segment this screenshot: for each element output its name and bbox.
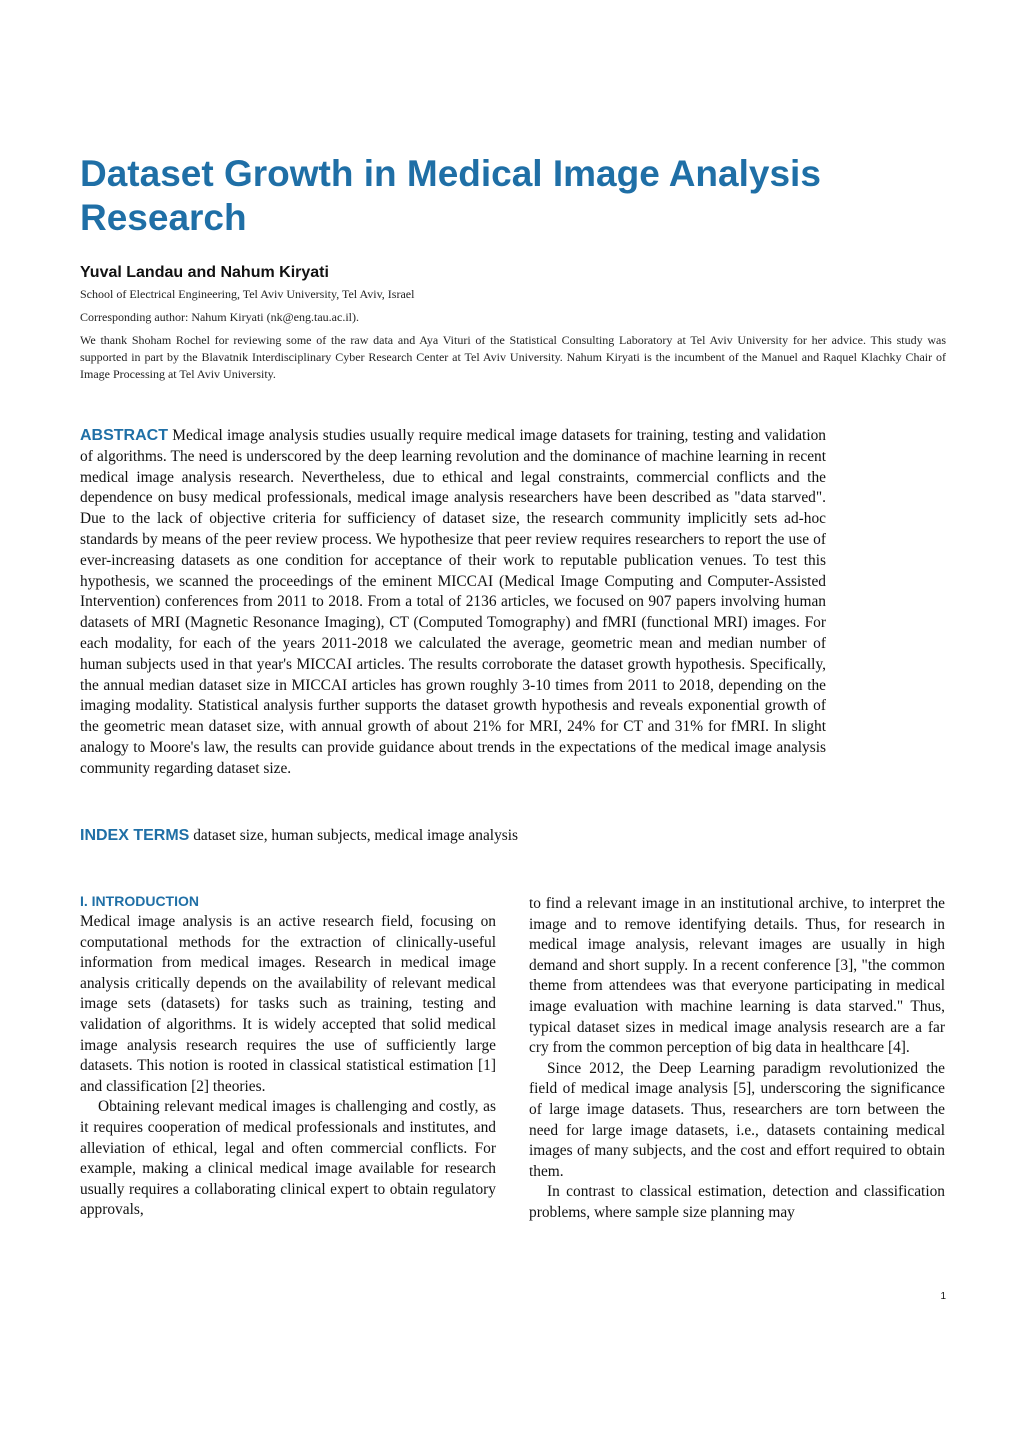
paragraph: Since 2012, the Deep Learning paradigm revolutionized the field of medical image analysis [5], underscoring the significance of large image datasets. Thus, researchers are torn between the need for large image datasets, i.e., datasets containing medical images of many subjects, and the cost and effort required to obtain them.	[529, 1059, 945, 1180]
acknowledgement: We thank Shoham Rochel for reviewing some of the raw data and Aya Vituri of the Statistical Consulting Laboratory at Tel Aviv University for her advice. This study was supported in part by the Blavatnik Interdisciplinary Cyber Research Center at Tel Aviv University. Nahum Kiryati is the incumbent of the Manuel and Raquel Klachky Chair of Image Processing at Tel Aviv University.	[80, 333, 946, 381]
abstract-label: ABSTRACT	[80, 427, 168, 444]
paragraph: In contrast to classical estimation, detection and classification problems, where sample size planning may	[529, 1183, 945, 1221]
paragraph: Obtaining relevant medical images is challenging and costly, as it requires cooperation of medical professionals and institutes, and alleviation of ethical, legal and often commercial conflicts. For example, making a clinical medical image available for research usually requires a collaborating clinical expert to obtain regulatory approvals,	[80, 1098, 496, 1219]
index-terms-label: INDEX TERMS	[80, 827, 190, 844]
abstract-text: Medical image analysis studies usually require medical image datasets for training, testing and validation of algorithms. The need is underscored by the deep learning revolution and the dominance of machine learning in recent medical image analysis research. Nevertheless, due to ethical and legal constraints, commercial conflicts and the dependence on busy medical professionals, medical image analysis researchers have been described as "data starved". Due to the lack of objective criteria for sufficiency of dataset size, the research community implicitly sets ad-hoc standards by means of the peer review process. We hypothesize that peer review requires researchers to report the use of ever-increasing datasets as one condition for acceptance of their work to reputable publication venues. To test this hypothesis, we scanned the proceedings of the eminent MICCAI (Medical Image Computing and Computer-Assisted Intervention) conferences from 2011 to 2018. From a total of 2136 articles, we focused on 907 papers involving human datasets of MRI (Magnetic Resonance Imaging), CT (Computed Tomography) and fMRI (functional MRI) images. For each modality, for each of the years 2011-2018 we calculated the average, geometric mean and median number of human subjects used in that year's MICCAI articles. The results corroborate the dataset growth hypothesis. Specifically, the annual median dataset size in MICCAI articles has grown roughly 3-10 times from 2011 to 2018, depending on the imaging modality. Statistical analysis further supports the dataset growth hypothesis and reveals exponential growth of the geometric mean dataset size, with annual growth of about 21% for MRI, 24% for CT and 31% for fMRI. In slight analogy to Moore's law, the results can provide guidance about trends in the expectations of the medical image analysis community regarding dataset size.	[80, 427, 826, 777]
section-heading: I. INTRODUCTION	[80, 893, 199, 909]
page-number: 1	[940, 1291, 946, 1302]
author-list: Yuval Landau and Nahum Kiryati	[80, 264, 329, 281]
affiliation: School of Electrical Engineering, Tel Aviv University, Tel Aviv, Israel	[80, 287, 415, 301]
index-terms-text: dataset size, human subjects, medical image analysis	[193, 827, 519, 844]
index-terms	[80, 826, 826, 847]
corresponding-author: Corresponding author: Nahum Kiryati (nk@eng.tau.ac.il).	[80, 310, 359, 324]
paper-title: Dataset Growth in Medical Image Analysis Research	[80, 153, 821, 238]
left-column	[80, 892, 496, 1221]
paragraph: Medical image analysis is an active research field, focusing on computational methods for the extraction of clinically-useful information from medical images. Research in medical image analysis critically depends on the availability of relevant medical image sets (datasets) for tasks such as training, testing and validation of algorithms. It is widely accepted that solid medical image analysis research requires the use of sufficiently large datasets. This notion is rooted in classical statistical estimation [1] and classification [2] theories.	[80, 913, 496, 1095]
abstract	[80, 426, 826, 780]
right-column	[529, 894, 945, 1224]
paragraph: to find a relevant image in an institutional archive, to interpret the image and to remove identifying details. Thus, for research in medical image analysis, relevant images are usually in high demand and short supply. In a recent conference [3], "the common theme from attendees was that everyone participating in medical image evaluation with machine learning is data starved." Thus, typical dataset sizes in medical image analysis research are a far cry from the common perception of big data in healthcare [4].	[529, 895, 945, 1057]
